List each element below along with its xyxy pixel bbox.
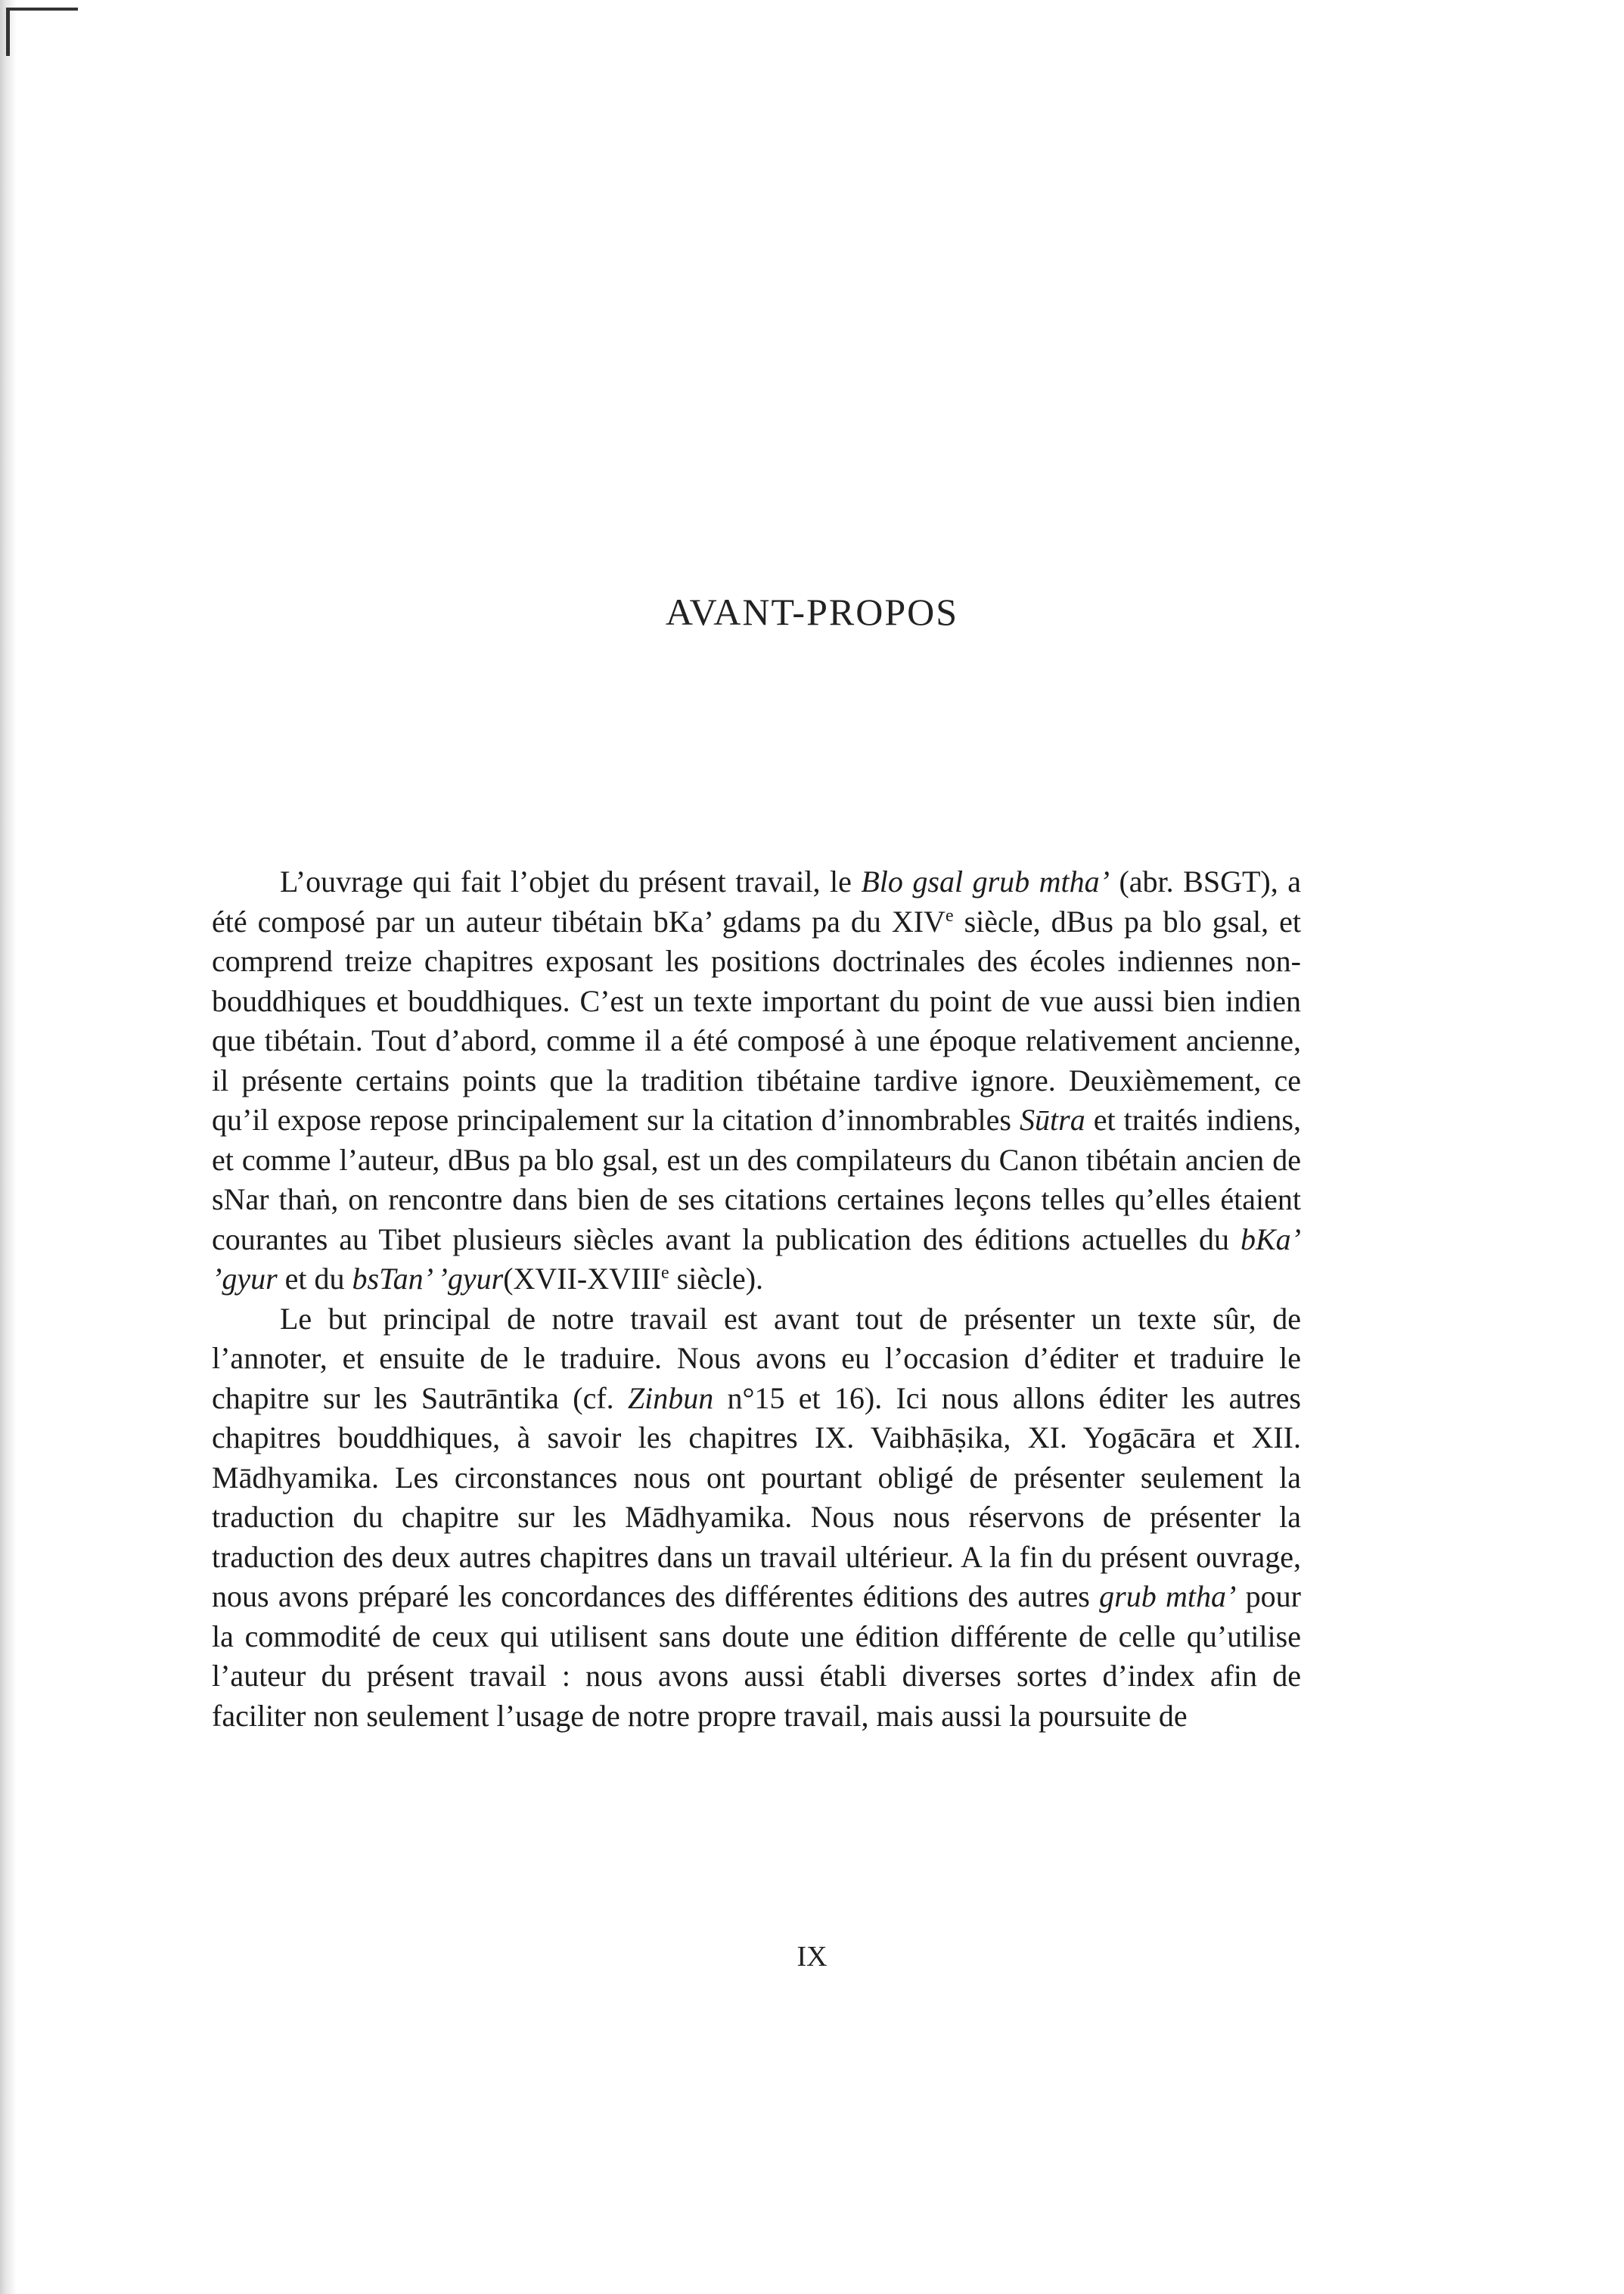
italic-term: Blo gsal grub mtha’ — [861, 865, 1110, 899]
superscript: e — [660, 1263, 669, 1283]
italic-term: Zinbun — [627, 1380, 714, 1415]
body-text — [212, 862, 1301, 1736]
text-run: (XVII-XVIII — [503, 1262, 661, 1296]
text-run: n°15 et 16). Ici nous allons éditer les autres chapitres bouddhiques, à savoir les chapitres IX. Vaibhāṣika, XI. Yogācāra et XII. Mādhyamika. Les circonstances nous ont pourtant obligé de présenter seulement la traduction du chapitre sur les Mādhyamika. Nous nous réservons de présenter la traduction des deux autres chapitres dans un travail ultérieur. A la fin du présent ouvrage, nous avons préparé les concordances des différentes éditions des autres — [212, 1380, 1301, 1613]
text-run: L’ouvrage qui fait l’objet du présent travail, le — [280, 865, 862, 899]
crop-corner-mark — [6, 8, 78, 56]
text-run: (abr. BSGT), a été composé par un auteur tibétain bKa’ gdams pa du XIV — [212, 865, 1301, 939]
text-run: Le but principal de notre travail est avant tout de présenter un texte sûr, de l’annoter, et ensuite de le traduire. Nous avons eu l’occasion d’éditer et traduire le chapitre sur les Sautrāntika (cf. — [212, 1301, 1301, 1415]
italic-term: Sūtra — [1020, 1103, 1085, 1137]
italic-term: bKa’ ’gyur — [212, 1222, 1301, 1296]
text-run: siècle, dBus pa blo gsal, et comprend treize chapitres exposant les positions doctrinales des écoles indiennes non-bouddhiques et bouddhiques. C’est un texte important du point de vue aussi bien indien que tibétain. Tout d’abord, comme il a été composé à une époque relativement ancienne, il présente certains points que la tradition tibétaine tardive ignore. Deuxièmement, ce qu’il expose repose principalement sur la citation d’innombrables — [212, 904, 1302, 1137]
paragraph-1 — [212, 862, 1301, 1299]
page-number: IX — [796, 1941, 828, 1973]
paragraph-2 — [212, 1299, 1301, 1737]
text-run: pour la commodité de ceux qui utilisent sans doute une édition différente de celle qu’utilise l’auteur du présent travail : nous avons aussi établi diverses sortes d’index afin de faciliter non seulement l’usage de notre propre travail, mais aussi la poursuite de — [212, 1579, 1301, 1733]
text-run: et traités indiens, et comme l’auteur, dBus pa blo gsal, est un des compilateurs du Canon tibétain ancien de sNar thaṅ, on rencontre dans bien de ses citations certaines leçons telles qu’elles étaient courantes au Tibet plusieurs siècles avant la publication des éditions actuelles du — [212, 1103, 1301, 1256]
italic-term: bsTan’ ’gyur — [352, 1262, 504, 1296]
text-run: siècle). — [669, 1262, 764, 1296]
page-title: AVANT-PROPOS — [665, 591, 959, 633]
italic-term: grub mtha’ — [1099, 1579, 1237, 1613]
superscript: e — [945, 905, 954, 926]
text-run: et du — [277, 1262, 352, 1296]
